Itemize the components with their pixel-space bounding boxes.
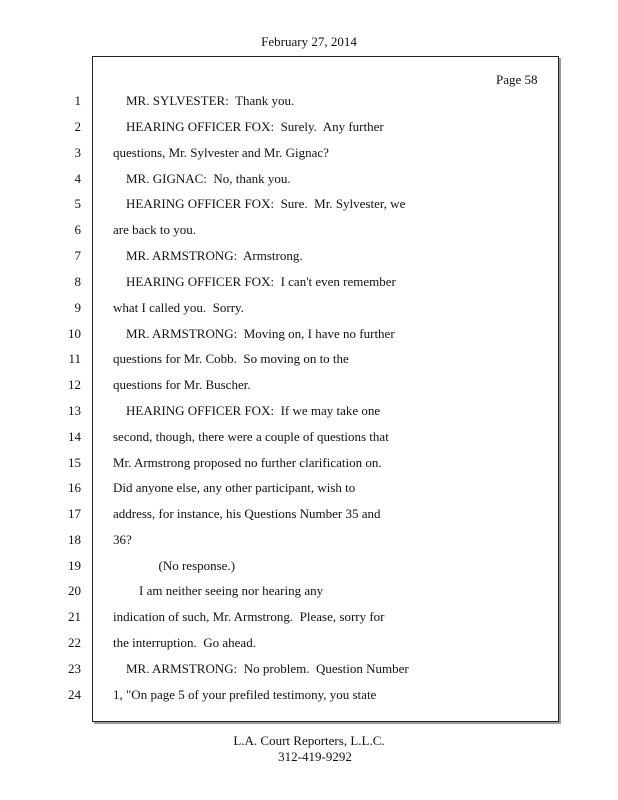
transcript-line: [0, 633, 618, 653]
line-number: 10: [68, 326, 81, 341]
line-number: 24: [68, 687, 81, 702]
line-number: 20: [68, 583, 81, 598]
line-number: 7: [74, 248, 81, 263]
transcript-line: [0, 272, 618, 292]
line-number: 2: [74, 119, 81, 134]
line-number: 4: [74, 171, 81, 186]
line-text: Mr. Armstrong proposed no further clarification on.: [113, 455, 382, 470]
line-number: 18: [68, 532, 81, 547]
line-text: MR. SYLVESTER: Thank you.: [113, 93, 295, 108]
line-text: the interruption. Go ahead.: [113, 635, 256, 650]
transcript-line: [0, 375, 618, 395]
line-number: 13: [68, 403, 81, 418]
transcript-line: [0, 478, 618, 498]
transcript-line: [0, 91, 618, 111]
line-text: what I called you. Sorry.: [113, 300, 244, 315]
line-number: 9: [74, 300, 81, 315]
line-text: indication of such, Mr. Armstrong. Please, sorry for: [113, 609, 385, 624]
line-text: Did anyone else, any other participant, wish to: [113, 480, 356, 495]
transcript-line: [0, 504, 618, 524]
line-number: 14: [68, 429, 81, 444]
transcript-line: [0, 401, 618, 421]
transcript-line: [0, 246, 618, 266]
transcript-line: [0, 581, 618, 601]
line-number: 1: [74, 93, 81, 108]
line-number: 17: [68, 506, 81, 521]
line-text: HEARING OFFICER FOX: Sure. Mr. Sylvester, we: [113, 196, 406, 211]
transcript-line: [0, 607, 618, 627]
line-number: 22: [68, 635, 81, 650]
line-text: questions, Mr. Sylvester and Mr. Gignac?: [113, 145, 329, 160]
line-number: 11: [68, 351, 81, 366]
line-text: questions for Mr. Buscher.: [113, 377, 251, 392]
transcript-line: [0, 685, 618, 705]
transcript-line: [0, 453, 618, 473]
line-number: 15: [68, 455, 81, 470]
page-number: Page 58: [496, 72, 538, 87]
footer-phone: 312-419-9292: [278, 749, 352, 764]
line-number: 19: [68, 558, 81, 573]
line-text: (No response.): [113, 558, 236, 573]
line-number: 5: [74, 196, 81, 211]
line-text: address, for instance, his Questions Number 35 and: [113, 506, 381, 521]
line-number: 21: [68, 609, 81, 624]
transcript-line: [0, 194, 618, 214]
line-text: MR. ARMSTRONG: No problem. Question Number: [113, 661, 409, 676]
transcript-line: [0, 220, 618, 240]
transcript-line: [0, 349, 618, 369]
transcript-line: [0, 298, 618, 318]
line-text: HEARING OFFICER FOX: Surely. Any further: [113, 119, 384, 134]
line-number: 8: [74, 274, 81, 289]
line-text: I am neither seeing nor hearing any: [113, 583, 324, 598]
line-text: MR. GIGNAC: No, thank you.: [113, 171, 291, 186]
transcript-line: [0, 427, 618, 447]
line-text: HEARING OFFICER FOX: If we may take one: [113, 403, 381, 418]
transcript-line: [0, 169, 618, 189]
line-text: MR. ARMSTRONG: Moving on, I have no further: [113, 326, 395, 341]
line-text: are back to you.: [113, 222, 197, 237]
transcript-line: [0, 556, 618, 576]
line-number: 6: [74, 222, 81, 237]
transcript-line: [0, 117, 618, 137]
transcript-line: [0, 530, 618, 550]
line-number: 23: [68, 661, 81, 676]
line-number: 12: [68, 377, 81, 392]
line-text: HEARING OFFICER FOX: I can't even remember: [113, 274, 396, 289]
line-text: 1, "On page 5 of your prefiled testimony, you state: [113, 687, 377, 702]
transcript-line: [0, 659, 618, 679]
header-date: February 27, 2014: [261, 34, 357, 49]
transcript-line: [0, 324, 618, 344]
footer-company: L.A. Court Reporters, L.L.C.: [233, 733, 385, 748]
line-number: 3: [74, 145, 81, 160]
transcript-line: [0, 143, 618, 163]
line-text: questions for Mr. Cobb. So moving on to the: [113, 351, 349, 366]
line-text: second, though, there were a couple of questions that: [113, 429, 389, 444]
line-text: 36?: [113, 532, 132, 547]
line-number: 16: [68, 480, 81, 495]
line-text: MR. ARMSTRONG: Armstrong.: [113, 248, 303, 263]
